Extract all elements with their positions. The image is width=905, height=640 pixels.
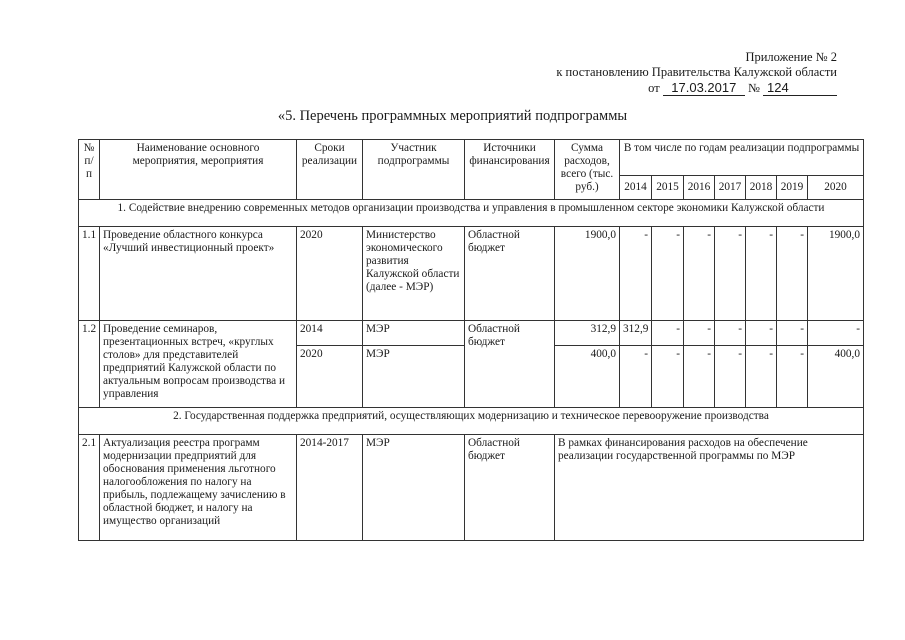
row-participant: МЭР <box>363 435 465 541</box>
row-sum: 400,0 <box>555 346 620 408</box>
row-year-value: - <box>746 321 777 346</box>
row-year-value: - <box>684 321 715 346</box>
header-num: № п/п <box>79 140 100 200</box>
row-source: Областной бюджет <box>465 227 555 321</box>
resolution-date: 17.03.2017 <box>663 80 745 96</box>
row-year-value: - <box>652 321 684 346</box>
table-row <box>79 435 864 541</box>
row-year-value: - <box>715 227 746 321</box>
row-activity-name: Проведение семинаров, презентационных встреч, «круглых столов» для представителей предприятий Калужской области по актуальным вопросам производства и управления <box>100 321 297 408</box>
number-label: № <box>747 81 760 95</box>
appendix-title: Приложение № 2 <box>745 50 837 64</box>
row-sum: 1900,0 <box>555 227 620 321</box>
row-year-value: - <box>777 227 808 321</box>
header-year: 2018 <box>746 176 777 200</box>
row-year-value: 400,0 <box>808 346 864 408</box>
row-year-value: - <box>620 346 652 408</box>
row-year-value: - <box>684 227 715 321</box>
section-2-title: 2. Государственная поддержка предприятий, осуществляющих модернизацию и техническое перевооружение производства <box>79 408 864 435</box>
row-year-value: - <box>777 346 808 408</box>
header-sources: Источники финансирования <box>465 140 555 200</box>
row-term: 2020 <box>297 227 363 321</box>
row-activity-name: Актуализация реестра программ модернизации предприятий для обоснования применения льготного налогообложения по налогу на прибыль, подлежащему зачислению в областной бюджет, и налогу на имущество организаций <box>100 435 297 541</box>
row-source: Областной бюджет <box>465 435 555 541</box>
table-row <box>79 227 864 321</box>
header-name: Наименование основного мероприятия, мероприятия <box>100 140 297 200</box>
row-year-value: - <box>746 227 777 321</box>
appendix-resolution: к постановлению Правительства Калужской области <box>556 65 837 79</box>
header-year: 2014 <box>620 176 652 200</box>
row-year-value: - <box>715 321 746 346</box>
page-title: «5. Перечень программных мероприятий подпрограммы <box>277 108 628 124</box>
header-year: 2020 <box>808 176 864 200</box>
row-year-value: - <box>777 321 808 346</box>
header-year: 2019 <box>777 176 808 200</box>
appendix-date-line <box>556 80 837 96</box>
row-num: 1.2 <box>79 321 100 408</box>
row-activity-name: Проведение областного конкурса «Лучший инвестиционный проект» <box>100 227 297 321</box>
row-year-value: - <box>652 227 684 321</box>
row-sum: 312,9 <box>555 321 620 346</box>
row-financing-note: В рамках финансирования расходов на обеспечение реализации государственной программы по МЭР <box>555 435 864 541</box>
section-1-title: 1. Содействие внедрению современных методов организации производства и управления в промышленном секторе экономики Калужской области <box>79 200 864 227</box>
row-term: 2020 <box>297 346 363 408</box>
resolution-number: 124 <box>763 80 837 96</box>
header-row <box>79 140 864 176</box>
table-row <box>79 321 864 346</box>
header-year: 2016 <box>684 176 715 200</box>
row-year-value: - <box>746 346 777 408</box>
section-row <box>79 200 864 227</box>
row-participant: МЭР <box>363 346 465 408</box>
row-num: 1.1 <box>79 227 100 321</box>
from-label: от <box>648 81 660 95</box>
header-sum: Сумма расходов, всего (тыс. руб.) <box>555 140 620 200</box>
appendix-block <box>556 50 837 96</box>
section-row <box>79 408 864 435</box>
row-participant: МЭР <box>363 321 465 346</box>
row-term: 2014-2017 <box>297 435 363 541</box>
row-num: 2.1 <box>79 435 100 541</box>
row-participant: Министерство экономического развития Калужской области (далее - МЭР) <box>363 227 465 321</box>
header-terms: Сроки реализации <box>297 140 363 200</box>
row-year-value: - <box>808 321 864 346</box>
header-participant: Участник подпрограммы <box>363 140 465 200</box>
row-year-value: 1900,0 <box>808 227 864 321</box>
row-year-value: - <box>620 227 652 321</box>
row-year-value: - <box>652 346 684 408</box>
header-year: 2015 <box>652 176 684 200</box>
row-year-value: 312,9 <box>620 321 652 346</box>
row-year-value: - <box>715 346 746 408</box>
header-year: 2017 <box>715 176 746 200</box>
row-year-value: - <box>684 346 715 408</box>
header-by-years: В том числе по годам реализации подпрограммы <box>620 140 864 176</box>
row-term: 2014 <box>297 321 363 346</box>
program-activities-table <box>78 139 864 541</box>
row-source: Областной бюджет <box>465 321 555 408</box>
